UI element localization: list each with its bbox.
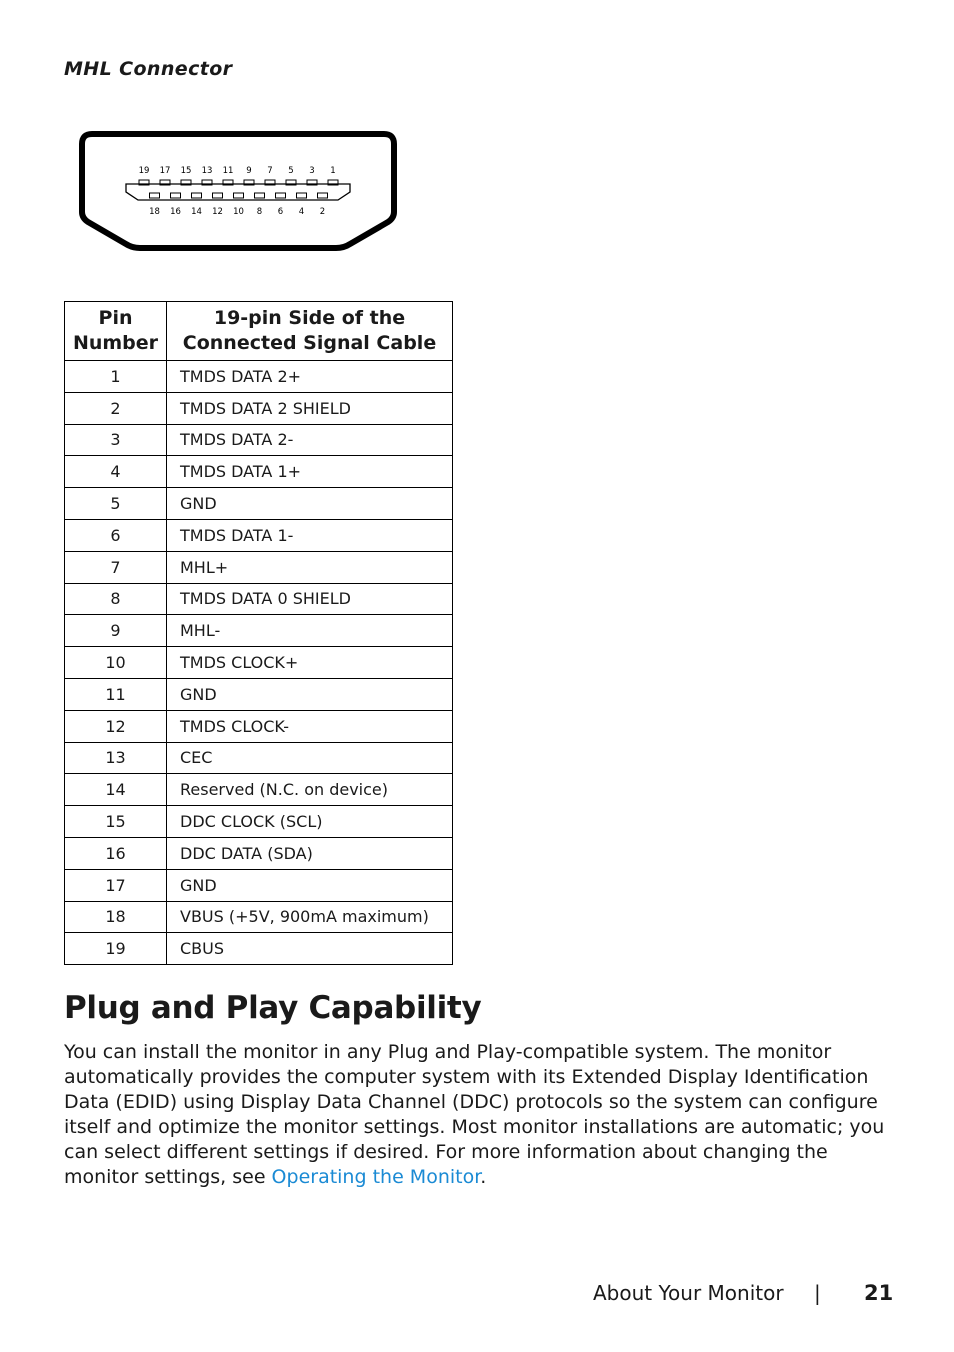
footer-separator: | [814,1281,821,1305]
section-title: Plug and Play Capability [64,990,482,1026]
signal-cell: DDC DATA (SDA) [167,837,453,869]
bottom-pin-label: 2 [319,207,326,217]
bottom-pin-label: 6 [277,207,284,217]
top-pin-label: 11 [222,166,234,176]
bottom-pin-label: 12 [212,207,223,217]
mhl-connector-diagram [78,130,398,252]
top-pin-label: 17 [159,166,171,176]
signal-cell: TMDS DATA 1+ [167,456,453,488]
signal-cell: TMDS CLOCK- [167,710,453,742]
bottom-pin-label: 8 [256,207,263,217]
table-row [65,519,453,551]
signal-cell: TMDS DATA 1- [167,519,453,551]
pin-number-cell: 18 [65,901,167,933]
table-row [65,933,453,965]
section-body [64,1040,894,1190]
signal-cell: Reserved (N.C. on device) [167,774,453,806]
header-pin-line2: Number [72,332,159,354]
pin-number-cell: 19 [65,933,167,965]
pin-number-cell: 7 [65,551,167,583]
pin-number-cell: 4 [65,456,167,488]
header-signal-line2: Connected Signal Cable [182,332,437,354]
table-row [65,710,453,742]
connector-outline [82,134,394,248]
table-row [65,361,453,393]
table-row [65,456,453,488]
table-row [65,742,453,774]
signal-cell: GND [167,869,453,901]
pin-number-cell: 6 [65,519,167,551]
pin-number-cell: 10 [65,647,167,679]
body-text: You can install the monitor in any Plug and Play-compatible system. The monitor automatically provides the computer system with its Extended Display Identification Data (EDID) using Display Data Channel (DDC) protocols so the system can configure itself and optimize the monitor settings. Most monitor installations are automatic; you can select different settings if desired. For more information about changing the monitor settings, see [64,1041,885,1188]
table-row [65,869,453,901]
table-row [65,488,453,520]
signal-cell: MHL+ [167,551,453,583]
header-pin-number [65,302,167,361]
bottom-pin-label: 10 [233,207,244,217]
pin-number-cell: 14 [65,774,167,806]
top-pin-label: 1 [330,166,336,176]
signal-cell: DDC CLOCK (SCL) [167,806,453,838]
table-row [65,583,453,615]
pin-number-cell: 8 [65,583,167,615]
table-row [65,806,453,838]
table-row [65,678,453,710]
bottom-pin-label: 16 [170,207,181,217]
top-pin-label: 3 [309,166,315,176]
table-row [65,424,453,456]
footer-section-name: About Your Monitor [593,1281,784,1305]
pin-number-cell: 16 [65,837,167,869]
signal-cell: CBUS [167,933,453,965]
signal-cell: MHL- [167,615,453,647]
top-pin-label: 9 [246,166,252,176]
top-pin-label: 7 [267,166,273,176]
page-footer [0,1278,954,1310]
signal-cell: VBUS (+5V, 900mA maximum) [167,901,453,933]
header-signal [167,302,453,361]
pin-number-cell: 13 [65,742,167,774]
table-row [65,392,453,424]
pin-number-cell: 5 [65,488,167,520]
table-row [65,901,453,933]
top-pin-label: 19 [138,166,150,176]
pin-number-cell: 12 [65,710,167,742]
header-signal-line1: 19-pin Side of the [213,307,406,329]
pin-number-cell: 15 [65,806,167,838]
pin-number-cell: 9 [65,615,167,647]
signal-cell: TMDS DATA 2 SHIELD [167,392,453,424]
signal-cell: TMDS DATA 2- [167,424,453,456]
pin-number-cell: 3 [65,424,167,456]
signal-cell: TMDS DATA 0 SHIELD [167,583,453,615]
pin-number-cell: 17 [65,869,167,901]
signal-cell: CEC [167,742,453,774]
signal-cell: TMDS DATA 2+ [167,361,453,393]
top-pin-label: 5 [288,166,294,176]
bottom-pin-label: 18 [149,207,160,217]
body-end: . [480,1166,487,1188]
pin-number-cell: 11 [65,678,167,710]
bottom-pin-label: 4 [298,207,305,217]
signal-cell: GND [167,678,453,710]
top-pin-label: 15 [180,166,192,176]
header-pin-line1: Pin [98,307,133,329]
pin-number-cell: 1 [65,361,167,393]
pin-number-cell: 2 [65,392,167,424]
signal-cell: GND [167,488,453,520]
top-pin-label: 13 [201,166,213,176]
connector-subheading: MHL Connector [64,58,233,80]
table-row [65,615,453,647]
pin-table [64,301,453,965]
signal-cell: TMDS CLOCK+ [167,647,453,679]
table-row [65,837,453,869]
bottom-pin-label: 14 [191,207,202,217]
table-row [65,774,453,806]
table-header-row [65,302,453,361]
operating-the-monitor-link[interactable]: Operating the Monitor [271,1166,481,1188]
table-row [65,551,453,583]
table-row [65,647,453,679]
page-number: 21 [864,1281,894,1305]
